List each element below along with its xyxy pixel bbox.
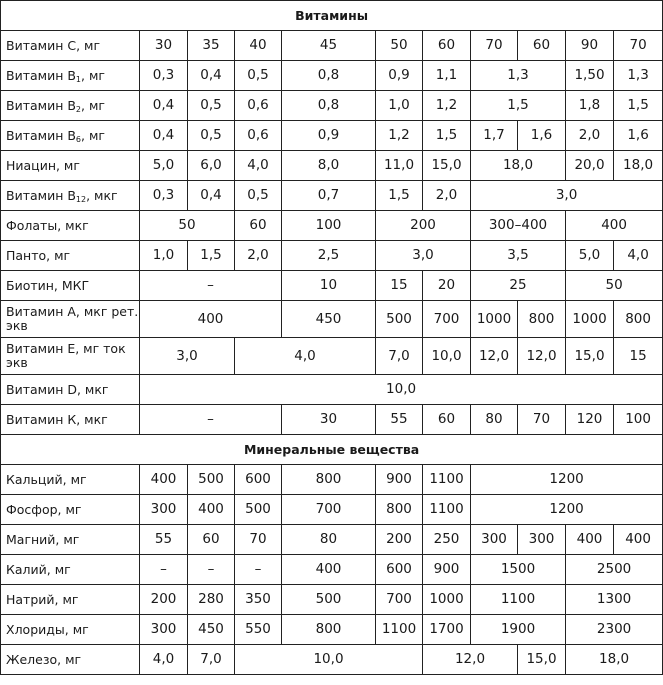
- value-cell: 300: [140, 495, 188, 525]
- value-cell: 350: [235, 585, 282, 615]
- value-cell: 0,5: [235, 61, 282, 91]
- value-cell: 3,0: [471, 181, 663, 211]
- value-cell: 1300: [566, 585, 663, 615]
- row-label: [1, 338, 140, 375]
- value-cell: 1900: [471, 615, 566, 645]
- value-cell: 10,0: [423, 338, 471, 375]
- row-label-unit: , мг: [81, 67, 105, 83]
- value-cell: 12,0: [471, 338, 518, 375]
- table-row: [1, 495, 663, 525]
- value-cell: 700: [282, 495, 376, 525]
- value-cell: 800: [614, 301, 663, 338]
- table-row: [1, 338, 663, 375]
- table-row: [1, 211, 663, 241]
- value-cell: 600: [376, 555, 423, 585]
- value-cell: 500: [188, 465, 235, 495]
- row-label: [1, 555, 140, 585]
- table-row: [1, 151, 663, 181]
- value-cell: 55: [376, 405, 423, 435]
- value-cell: 7,0: [376, 338, 423, 375]
- value-cell: 5,0: [566, 241, 614, 271]
- value-cell: 18,0: [566, 645, 663, 675]
- row-label-unit: , мкг: [86, 187, 118, 203]
- row-label-text: Фосфор, мг: [6, 501, 82, 517]
- value-cell: 1,0: [376, 91, 423, 121]
- value-cell: 1,7: [471, 121, 518, 151]
- value-cell: 4,0: [140, 645, 188, 675]
- table-row: [1, 615, 663, 645]
- value-cell: 7,0: [188, 645, 235, 675]
- value-cell: 0,5: [188, 121, 235, 151]
- row-label-text: Натрий, мг: [6, 591, 79, 607]
- value-cell: 1100: [423, 495, 471, 525]
- row-label-subscript: 1: [75, 74, 82, 84]
- value-cell: 12,0: [518, 338, 566, 375]
- row-label: [1, 645, 140, 675]
- row-label-text: Витамин А, мкг рет. экв: [6, 304, 139, 333]
- value-cell: 0,3: [140, 181, 188, 211]
- value-cell: 1200: [471, 465, 663, 495]
- row-label: [1, 31, 140, 61]
- value-cell: 1,2: [376, 121, 423, 151]
- value-cell: 1100: [423, 465, 471, 495]
- value-cell: 0,4: [188, 181, 235, 211]
- value-cell: 18,0: [471, 151, 566, 181]
- value-cell: 0,4: [140, 91, 188, 121]
- section-title: Витамины: [1, 1, 663, 31]
- row-label-text: Витамин С, мг: [6, 37, 101, 53]
- value-cell: 6,0: [188, 151, 235, 181]
- value-cell: 0,3: [140, 61, 188, 91]
- table-row: [1, 181, 663, 211]
- row-label-text: Панто, мг: [6, 247, 71, 263]
- value-cell: 90: [566, 31, 614, 61]
- value-cell: 800: [376, 495, 423, 525]
- table-body: [1, 1, 663, 675]
- value-cell: –: [140, 555, 188, 585]
- row-label: [1, 61, 140, 91]
- row-label-subscript: 6: [75, 134, 82, 144]
- value-cell: 500: [235, 495, 282, 525]
- value-cell: 0,5: [235, 181, 282, 211]
- value-cell: 15,0: [423, 151, 471, 181]
- value-cell: 60: [188, 525, 235, 555]
- row-label-unit: , мг: [81, 127, 105, 143]
- value-cell: 50: [140, 211, 235, 241]
- value-cell: 1,5: [188, 241, 235, 271]
- value-cell: 3,5: [471, 241, 566, 271]
- value-cell: 1,5: [614, 91, 663, 121]
- row-label-text: Витамин К, мкг: [6, 411, 108, 427]
- table-row: [1, 645, 663, 675]
- value-cell: 5,0: [140, 151, 188, 181]
- value-cell: 400: [566, 211, 663, 241]
- row-label: [1, 301, 140, 338]
- value-cell: 50: [376, 31, 423, 61]
- value-cell: 20,0: [566, 151, 614, 181]
- value-cell: 30: [140, 31, 188, 61]
- value-cell: 1000: [566, 301, 614, 338]
- row-label-text: Ниацин, мг: [6, 157, 80, 173]
- table-row: [1, 121, 663, 151]
- value-cell: 200: [376, 525, 423, 555]
- value-cell: 0,6: [235, 91, 282, 121]
- value-cell: 200: [140, 585, 188, 615]
- value-cell: 1100: [471, 585, 566, 615]
- value-cell: 12,0: [423, 645, 518, 675]
- row-label: [1, 465, 140, 495]
- value-cell: 1000: [423, 585, 471, 615]
- value-cell: 700: [376, 585, 423, 615]
- row-label: [1, 375, 140, 405]
- value-cell: 1500: [471, 555, 566, 585]
- value-cell: 400: [140, 301, 282, 338]
- table-row: [1, 31, 663, 61]
- section-title: Минеральные вещества: [1, 435, 663, 465]
- row-label-text: Хлориды, мг: [6, 621, 89, 637]
- row-label-text: Витамин B: [6, 187, 76, 203]
- value-cell: 50: [566, 271, 663, 301]
- value-cell: 600: [235, 465, 282, 495]
- value-cell: 18,0: [614, 151, 663, 181]
- table-row: [1, 405, 663, 435]
- section-header-row: [1, 1, 663, 31]
- value-cell: –: [140, 405, 282, 435]
- table-row: [1, 301, 663, 338]
- value-cell: 900: [376, 465, 423, 495]
- row-label: [1, 181, 140, 211]
- value-cell: 1,6: [614, 121, 663, 151]
- value-cell: 500: [376, 301, 423, 338]
- value-cell: 1000: [471, 301, 518, 338]
- value-cell: 800: [282, 465, 376, 495]
- value-cell: 11,0: [376, 151, 423, 181]
- value-cell: 0,9: [376, 61, 423, 91]
- value-cell: 1,8: [566, 91, 614, 121]
- row-label-text: Биотин, МКГ: [6, 277, 90, 293]
- value-cell: 0,7: [282, 181, 376, 211]
- value-cell: 80: [471, 405, 518, 435]
- value-cell: 1,3: [614, 61, 663, 91]
- value-cell: 0,5: [188, 91, 235, 121]
- value-cell: 280: [188, 585, 235, 615]
- value-cell: 1,50: [566, 61, 614, 91]
- value-cell: 60: [518, 31, 566, 61]
- value-cell: 1100: [376, 615, 423, 645]
- row-label-text: Витамин B: [6, 67, 76, 83]
- value-cell: 100: [614, 405, 663, 435]
- value-cell: 250: [423, 525, 471, 555]
- value-cell: 15: [614, 338, 663, 375]
- value-cell: 70: [471, 31, 518, 61]
- value-cell: 0,4: [140, 121, 188, 151]
- table-row: [1, 61, 663, 91]
- table-row: [1, 271, 663, 301]
- row-label: [1, 525, 140, 555]
- value-cell: 120: [566, 405, 614, 435]
- value-cell: 2,5: [282, 241, 376, 271]
- row-label-text: Магний, мг: [6, 531, 80, 547]
- value-cell: 60: [235, 211, 282, 241]
- value-cell: 100: [282, 211, 376, 241]
- value-cell: 500: [282, 585, 376, 615]
- row-label-text: Железо, мг: [6, 651, 82, 667]
- value-cell: 2,0: [566, 121, 614, 151]
- table-row: [1, 91, 663, 121]
- value-cell: 1200: [471, 495, 663, 525]
- value-cell: 2300: [566, 615, 663, 645]
- row-label: [1, 241, 140, 271]
- value-cell: 10,0: [140, 375, 663, 405]
- row-label: [1, 271, 140, 301]
- value-cell: –: [140, 271, 282, 301]
- value-cell: 1,6: [518, 121, 566, 151]
- value-cell: 300–400: [471, 211, 566, 241]
- value-cell: 4,0: [614, 241, 663, 271]
- row-label: [1, 211, 140, 241]
- value-cell: 0,8: [282, 91, 376, 121]
- value-cell: 400: [282, 555, 376, 585]
- table-row: [1, 465, 663, 495]
- row-label-subscript: 12: [75, 194, 87, 204]
- value-cell: 0,4: [188, 61, 235, 91]
- table-row: [1, 555, 663, 585]
- value-cell: 1700: [423, 615, 471, 645]
- table-row: [1, 525, 663, 555]
- value-cell: 400: [566, 525, 614, 555]
- value-cell: 15,0: [518, 645, 566, 675]
- row-label-subscript: 2: [75, 104, 82, 114]
- value-cell: 1,5: [423, 121, 471, 151]
- value-cell: 300: [471, 525, 518, 555]
- value-cell: 300: [518, 525, 566, 555]
- value-cell: 0,8: [282, 61, 376, 91]
- value-cell: –: [188, 555, 235, 585]
- value-cell: 0,9: [282, 121, 376, 151]
- value-cell: 70: [235, 525, 282, 555]
- row-label-text: Фолаты, мкг: [6, 217, 89, 233]
- value-cell: 80: [282, 525, 376, 555]
- value-cell: 10: [282, 271, 376, 301]
- value-cell: 20: [423, 271, 471, 301]
- value-cell: 70: [614, 31, 663, 61]
- value-cell: 700: [423, 301, 471, 338]
- value-cell: 1,5: [376, 181, 423, 211]
- value-cell: 1,0: [140, 241, 188, 271]
- value-cell: 3,0: [140, 338, 235, 375]
- value-cell: 60: [423, 31, 471, 61]
- value-cell: 200: [376, 211, 471, 241]
- value-cell: 400: [140, 465, 188, 495]
- value-cell: 1,5: [471, 91, 566, 121]
- value-cell: 8,0: [282, 151, 376, 181]
- row-label-text: Витамин D, мкг: [6, 381, 109, 397]
- row-label: [1, 91, 140, 121]
- row-label: [1, 585, 140, 615]
- table-row: [1, 241, 663, 271]
- value-cell: 70: [518, 405, 566, 435]
- value-cell: 300: [140, 615, 188, 645]
- value-cell: 550: [235, 615, 282, 645]
- value-cell: 4,0: [235, 338, 376, 375]
- value-cell: 35: [188, 31, 235, 61]
- value-cell: 400: [614, 525, 663, 555]
- value-cell: 400: [188, 495, 235, 525]
- value-cell: 450: [188, 615, 235, 645]
- section-header-row: [1, 435, 663, 465]
- value-cell: 15,0: [566, 338, 614, 375]
- row-label-text: Кальций, мг: [6, 471, 87, 487]
- value-cell: 40: [235, 31, 282, 61]
- value-cell: 800: [282, 615, 376, 645]
- value-cell: 0,6: [235, 121, 282, 151]
- value-cell: 3,0: [376, 241, 471, 271]
- value-cell: 4,0: [235, 151, 282, 181]
- value-cell: 15: [376, 271, 423, 301]
- value-cell: 1,1: [423, 61, 471, 91]
- value-cell: 60: [423, 405, 471, 435]
- value-cell: 800: [518, 301, 566, 338]
- value-cell: 2,0: [423, 181, 471, 211]
- value-cell: 2,0: [235, 241, 282, 271]
- row-label-text: Калий, мг: [6, 561, 71, 577]
- value-cell: 1,3: [471, 61, 566, 91]
- table-row: [1, 585, 663, 615]
- table-row: [1, 375, 663, 405]
- row-label: [1, 121, 140, 151]
- row-label-unit: , мг: [81, 97, 105, 113]
- value-cell: 900: [423, 555, 471, 585]
- value-cell: 45: [282, 31, 376, 61]
- row-label-text: Витамин B: [6, 127, 76, 143]
- value-cell: 2500: [566, 555, 663, 585]
- row-label: [1, 151, 140, 181]
- value-cell: –: [235, 555, 282, 585]
- value-cell: 25: [471, 271, 566, 301]
- value-cell: 55: [140, 525, 188, 555]
- row-label-text: Витамин B: [6, 97, 76, 113]
- row-label-text: Витамин Е, мг ток экв: [6, 341, 126, 370]
- row-label: [1, 615, 140, 645]
- value-cell: 10,0: [235, 645, 423, 675]
- value-cell: 30: [282, 405, 376, 435]
- row-label: [1, 405, 140, 435]
- row-label: [1, 495, 140, 525]
- value-cell: 1,2: [423, 91, 471, 121]
- value-cell: 450: [282, 301, 376, 338]
